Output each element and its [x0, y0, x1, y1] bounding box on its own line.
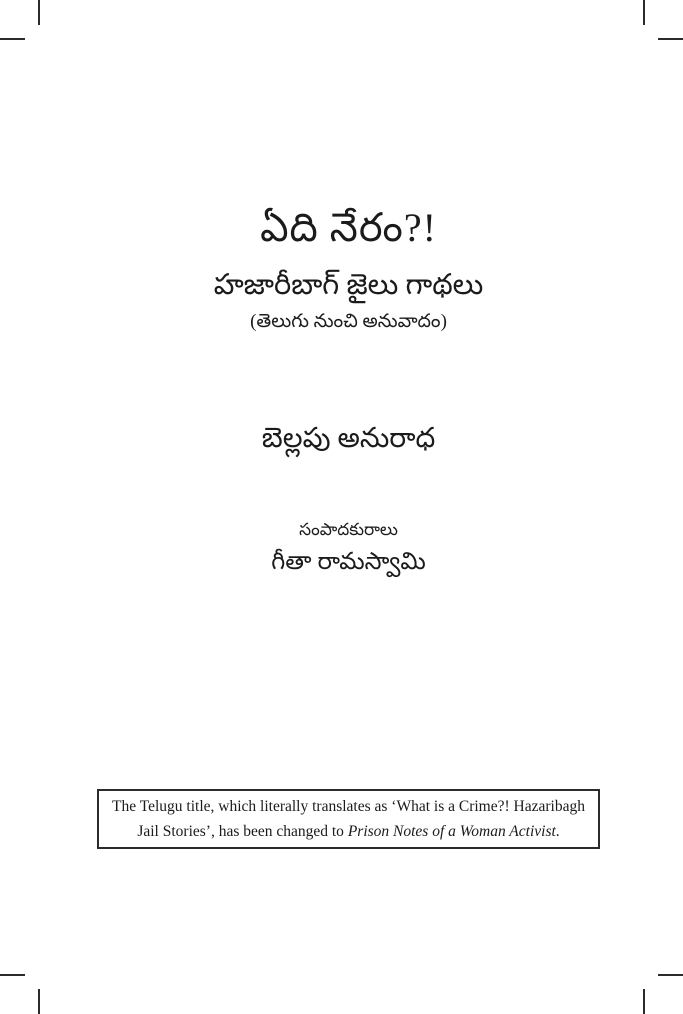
crop-mark-bottom-right-horizontal	[658, 974, 683, 976]
crop-mark-top-left-vertical	[38, 0, 40, 25]
crop-mark-top-right-horizontal	[658, 38, 683, 40]
translator-note-box	[97, 789, 600, 849]
note-line-2-text: Jail Stories’, has been changed to	[137, 823, 348, 840]
crop-mark-top-left-horizontal	[0, 38, 25, 40]
crop-mark-bottom-left-horizontal	[0, 974, 25, 976]
editor-label: సంపాదకురాలు	[299, 520, 398, 539]
book-title: ఏది నేరం?!	[260, 205, 437, 250]
crop-mark-bottom-right-vertical	[643, 989, 645, 1014]
editor-name: గీతా రామస్వామి	[271, 549, 426, 575]
translation-source-note: (తెలుగు నుంచి అనువాదం)	[250, 311, 447, 332]
translator-note-line-1	[112, 794, 585, 819]
note-line-1-text: The Telugu title, which literally translates as ‘What is a Crime?! Hazaribagh	[112, 798, 585, 815]
crop-mark-top-right-vertical	[643, 0, 645, 25]
book-subtitle: హజారీబాగ్ జైలు గాథలు	[213, 269, 484, 301]
note-line-2-period: .	[555, 823, 560, 840]
note-line-2-italic-title: Prison Notes of a Woman Activist	[347, 823, 556, 840]
author-name: బెల్లపు అనురాధ	[261, 423, 436, 454]
crop-mark-bottom-left-vertical	[38, 989, 40, 1014]
translator-note-line-2	[137, 819, 559, 844]
